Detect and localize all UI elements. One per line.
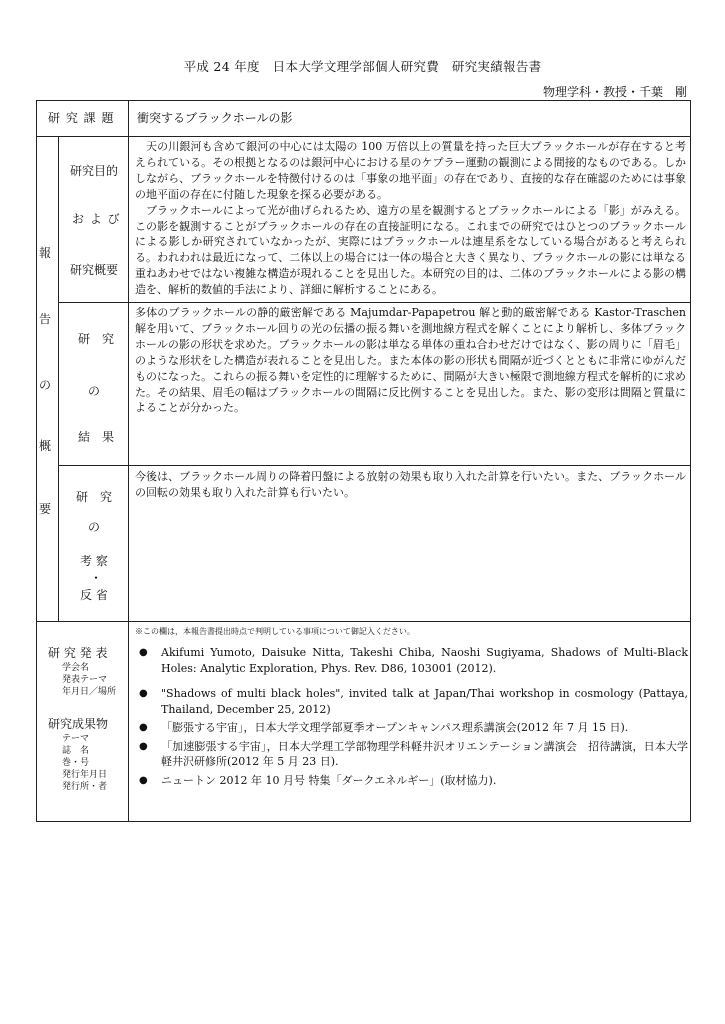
reflection-label: 研 究 [76,490,113,504]
reflection-label: の [88,520,101,534]
results-text: 多体のブラックホールの静的厳密解である Majumdar-Papapetrou 解と動的厳密解である Kastor-Traschen 解を用いて、ブラックホール回りの光の伝播の振る舞いを測地線方程式を解くことにより解析し、多体ブラックホールの影の形状を求めた。ブラックホールの影は単なる単体の重ね合わせだけではなく、影の周りに「眉毛」のような形状をした構造が表れることを見出した。また本体の影の形状も間隔が近づくとともに非常にゆがんだものになった。これらの振る舞いを定性的に理解するために、間隔が大きい極限で測地線方程式を解析的に求めた。その結果、眉毛の幅はブラックホールの間隔に反比例することを見出した。また、影の変形は間隔と質量によることが分かった。 [135,306,686,415]
reflection-label: ・ [90,571,103,585]
publications-sub-label: 年月日／場所 [62,687,117,697]
bullet-icon: ● [139,740,148,752]
publications-heading: 研 究 発 表 [48,646,108,660]
publications-list [133,645,688,791]
outputs-heading: 研究成果物 [48,717,109,731]
report-label-char: 報 [38,246,51,260]
publications-note: ※この欄は，本報告書提出時点で判明している事項について御記入ください。 [135,627,415,636]
rule-results-bottom [58,465,691,466]
publications-sub-label: 学会名 [62,663,90,673]
report-label-char: の [38,378,51,392]
outputs-sub-label: 誌 名 [62,746,90,756]
report-label-char: 告 [38,312,51,326]
research-topic-label: 研 究 課 題 [48,111,115,125]
publications-sub-label: 発表テーマ [62,675,108,685]
reflection-label: 考 察 [80,554,108,568]
rule-report-column [58,136,59,621]
overview-paragraph: 天の川銀河も含めて銀河の中心には太陽の 100 万倍以上の質量を持った巨大ブラックホールが存在すると考えられている。その根拠となるのは銀河中心における星のケプラー運動の観測による間接的なものである。しかしながら、ブラックホールを特徴付けるのは「事象の地平面」の存在であり、直接的な存在確認のためには事象の地平面の存在に付随した現象を探る必要がある。 [135,140,686,201]
publication-item [133,773,688,789]
publication-text: 「膨張する宇宙」，日本大学文理学部夏季オープンキャンパス理系講演会(2012 年 7 月 15 日). [161,721,629,734]
document-title: 平成 24 年度 日本大学文理学部個人研究費 研究実績報告書 [183,59,542,74]
purpose-label: 研究目的 [70,164,119,178]
bullet-icon: ● [139,774,148,786]
publication-text: "Shadows of multi black holes", invited talk at Japan/Thai workshop in cosmology (Pattaya, Thailand, December 25, 2012) [161,687,688,716]
results-label: 結 果 [78,430,115,444]
publication-text: 「加速膨張する宇宙」，日本大学理工学部物理学科軽井沢オリエンテーション講演会 招待講演，日本大学軽井沢研修所(2012 年 5 月 23 日). [161,739,688,768]
outputs-sub-label: 巻・号 [62,758,90,768]
publication-item [133,686,688,717]
reflection-label: 反 省 [80,588,108,602]
report-label-char: 概 [38,439,51,453]
outputs-sub-label: 発行所・者 [62,782,108,792]
results-label: 研 究 [78,332,115,346]
publication-item [133,645,688,676]
purpose-label: お よ び [72,212,121,226]
reflection-text: 今後は、ブラックホール周りの降着円盤による放射の効果も取り入れた計算を行いたい。また、ブラックホールの回転の効果も取り入れた計算も行いたい。 [135,470,686,499]
rule-topic-bottom [36,136,691,137]
author-line: 物理学科・教授・千葉 剛 [542,85,687,99]
publication-text: Akifumi Yumoto, Daisuke Nitta, Takeshi Chiba, Naoshi Sugiyama, Shadows of Multi-Black Holes: Analytic Exploration, Phys. Rev. D86, 103001 (2012). [161,646,688,675]
report-label-char: 要 [38,502,51,516]
purpose-label: 研究概要 [70,263,119,277]
publication-item [133,739,688,770]
outputs-sub-label: テーマ [62,734,90,744]
overview-text [135,139,686,298]
outputs-sub-label: 発行年月日 [62,770,108,780]
bullet-icon: ● [139,688,148,699]
publication-text: ニュートン 2012 年 10 月号 特集「ダークエネルギー」(取材協力). [161,773,497,787]
rule-label-column [128,100,129,822]
results-label: の [88,384,101,398]
overview-paragraph: ブラックホールによって光が曲げられるため、遠方の星を観測するとブラックホールによる「影」がみえる。この影を観測することがブラックホールの存在の直接証明になる。これまでの研究ではひとつのブラックホールによる影しか研究されていなかったが、実際にはブラックホールは連星系をなしている場合があると考えられる。われわれは最近になって、二体以上の場合には一体の場合と大きく異なり、ブラックホールの影には単なる重ねあわせではない複雑な構造が現れることを見出した。本研究の目的は、二体のブラックホールによる影の構造を、解析的数値的手法により、詳細に解析することにある。 [135,203,686,297]
bullet-icon: ● [139,722,148,733]
rule-overview-bottom [58,302,691,303]
bullet-icon: ● [139,647,148,658]
rule-report-bottom [36,621,691,622]
research-topic-value: 衝突するブラックホールの影 [137,111,293,125]
publication-item [133,720,688,736]
